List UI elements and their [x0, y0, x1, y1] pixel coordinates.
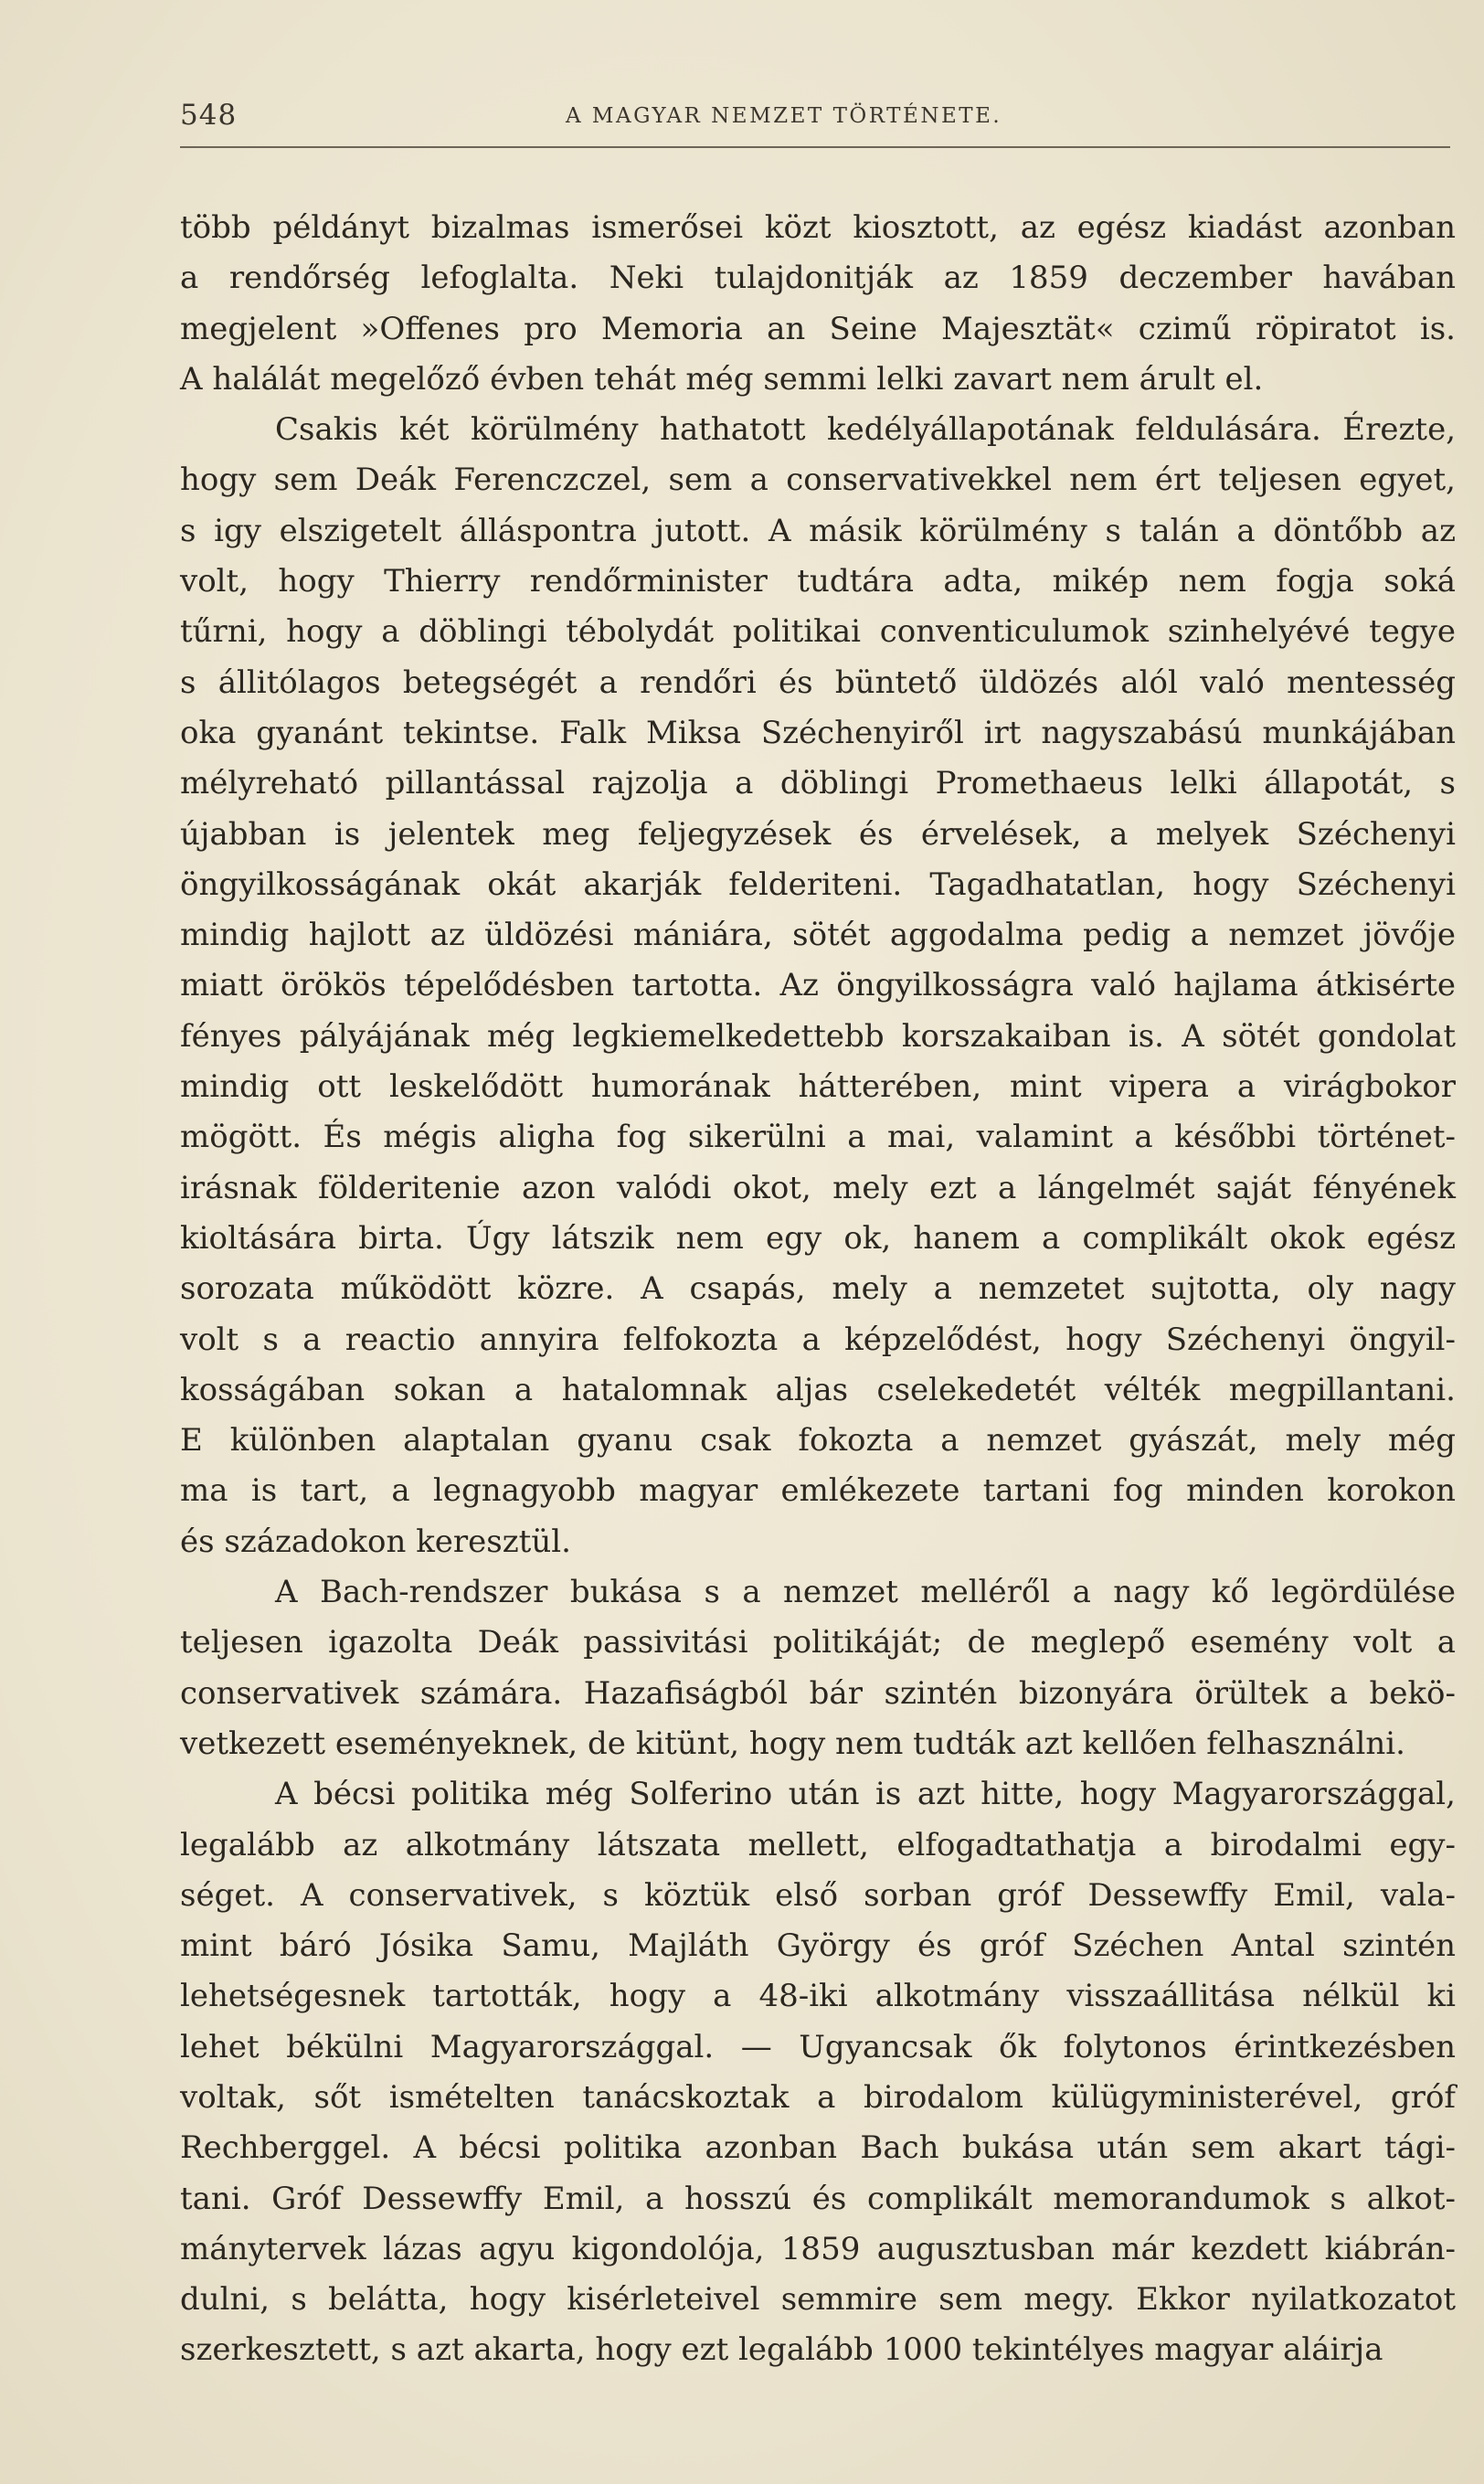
text-line: és századokon keresztül. — [180, 1523, 571, 1560]
text-line: a rendőrség lefoglalta. Neki tulajdonitják az 1859 deczember havában — [180, 260, 1456, 297]
text-line: conservativek számára. Hazafiságból bár szintén bizonyára örültek a bekö- — [180, 1674, 1456, 1712]
text-line: oka gyanánt tekintse. Falk Miksa Széchenyiről irt nagyszabású munkájában — [180, 714, 1456, 751]
text-line: vetkezett eseményeknek, de kitünt, hogy nem tudták azt kellően felhasználni. — [180, 1725, 1405, 1762]
text-line: ma is tart, a legnagyobb magyar emlékezete tartani fog minden korokon — [180, 1472, 1456, 1510]
text-line: A bécsi politika még Solferino után is azt hitte, hogy Magyarországgal, — [275, 1776, 1456, 1813]
text-line: voltak, sőt ismételten tanácskoztak a birodalom külügyministerével, gróf — [180, 2078, 1456, 2116]
text-line: fényes pályájának még legkiemelkedettebb korszakaiban is. A sötét gondolat — [180, 1017, 1456, 1055]
header-rule — [180, 146, 1450, 148]
text-line: szerkesztett, s azt akarta, hogy ezt legalább 1000 tekintélyes magyar aláirja — [180, 2331, 1383, 2369]
text-line: megjelent »Offenes pro Memoria an Seine Majesztät« czimű röpiratot is. — [180, 310, 1456, 347]
text-line: Csakis két körülmény hathatott kedélyállapotának feldulására. Érezte, — [275, 411, 1456, 449]
page-number: 548 — [180, 99, 238, 132]
text-line: mint báró Jósika Samu, Majláth György és gróf Széchen Antal szintén — [180, 1927, 1456, 1965]
text-line: volt s a reactio annyira felfokozta a képzelődést, hogy Széchenyi öngyil- — [180, 1321, 1456, 1358]
text-line: tani. Gróf Dessewffy Emil, a hosszú és complikált memorandumok s alkot- — [180, 2180, 1456, 2217]
text-line: dulni, s belátta, hogy kisérleteivel semmire sem megy. Ekkor nyilatkozatot — [180, 2281, 1456, 2319]
text-line: mindig ott leskelődött humorának hátterében, mint vipera a virágbokor — [180, 1068, 1456, 1106]
page-header — [180, 99, 1450, 144]
text-line: újabban is jelentek meg feljegyzések és érvelések, a melyek Széchenyi — [180, 815, 1456, 853]
text-line: mögött. És mégis aligha fog sikerülni a mai, valamint a későbbi történet- — [180, 1119, 1456, 1156]
text-line: E különben alaptalan gyanu csak fokozta a nemzet gyászát, mely még — [180, 1422, 1456, 1460]
text-line: s állitólagos betegségét a rendőri és büntető üldözés alól való mentesség — [180, 663, 1456, 701]
text-line: A Bach-rendszer bukása s a nemzet melléről a nagy kő legördülése — [275, 1574, 1456, 1611]
text-line: irásnak földeritenie azon valódi okot, mely ezt a lángelmét saját fényének — [180, 1169, 1456, 1206]
text-line: öngyilkosságának okát akarják felderiteni. Tagadhatatlan, hogy Széchenyi — [180, 865, 1456, 903]
text-line: mánytervek lázas agyu kigondolója, 1859 augusztusban már kezdett kiábrán- — [180, 2230, 1456, 2267]
text-line: s igy elszigetelt álláspontra jutott. A másik körülmény s talán a döntőbb az — [180, 512, 1456, 549]
text-line: miatt örökös tépelődésben tartotta. Az öngyilkosságra való hajlama átkisérte — [180, 967, 1456, 1004]
text-line: teljesen igazolta Deák passivitási politikáját; de meglepő esemény volt a — [180, 1624, 1456, 1661]
text-line: Rechberggel. A bécsi politika azonban Bach bukása után sem akart tági- — [180, 2129, 1456, 2167]
text-line: lehetségesnek tartották, hogy a 48-iki alkotmány visszaállitása nélkül ki — [180, 1978, 1456, 2015]
text-line: kosságában sokan a hatalomnak aljas cselekedetét vélték megpillantani. — [180, 1371, 1456, 1408]
text-line: mélyreható pillantással rajzolja a döblingi Promethaeus lelki állapotát, s — [180, 765, 1456, 802]
text-line: hogy sem Deák Ferenczczel, sem a conservativekkel nem ért teljesen egyet, — [180, 462, 1456, 499]
text-line: volt, hogy Thierry rendőrminister tudtára adta, mikép nem fogja soká — [180, 563, 1456, 600]
text-line: több példányt bizalmas ismerősei közt kiosztott, az egész kiadást azonban — [180, 209, 1456, 246]
text-line: sorozata működött közre. A csapás, mely a nemzetet sujtotta, oly nagy — [180, 1270, 1456, 1308]
body-text — [180, 203, 1456, 2376]
text-line: A halálát megelőző évben tehát még semmi lelki zavart nem árult el. — [180, 360, 1264, 398]
text-line: kioltására birta. Úgy látszik nem egy ok, hanem a complikált okok egész — [180, 1219, 1456, 1257]
running-title: A MAGYAR NEMZET TÖRTÉNETE. — [566, 104, 1002, 128]
text-line: lehet békülni Magyarországgal. — Ugyancsak ők folytonos érintkezésben — [180, 2028, 1456, 2065]
text-line: séget. A conservativek, s köztük első sorban gróf Dessewffy Emil, vala- — [180, 1876, 1456, 1914]
text-line: legalább az alkotmány látszata mellett, elfogadtathatja a birodalmi egy- — [180, 1826, 1456, 1863]
text-line: mindig hajlott az üldözési mániára, sötét aggodalma pedig a nemzet jövője — [180, 917, 1456, 954]
text-line: tűrni, hogy a döblingi tébolydát politikai conventiculumok szinhelyévé tegye — [180, 613, 1456, 651]
